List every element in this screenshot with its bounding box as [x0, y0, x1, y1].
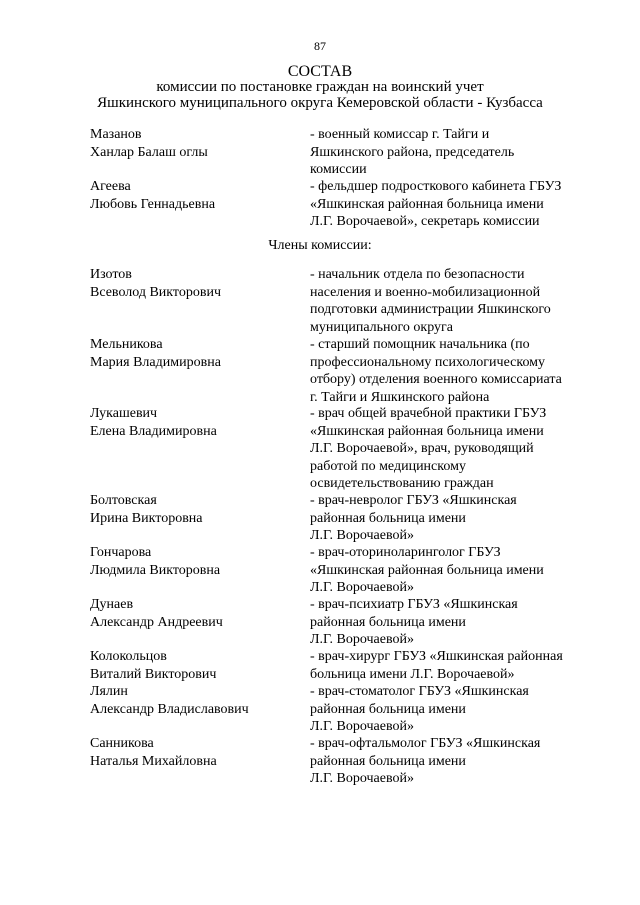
person-given-names: Елена Владимировна: [90, 423, 217, 439]
role-line: - врач-оториноларинголог ГБУЗ: [310, 545, 501, 560]
role-line: - врач-хирург ГБУЗ «Яшкинская районная: [310, 649, 563, 664]
person-role: [310, 405, 600, 493]
members-heading: Члены комиссии:: [268, 238, 372, 253]
role-line: работой по медицинскому: [310, 458, 466, 474]
person-role: [310, 492, 600, 545]
person-surname: Дунаев: [90, 597, 134, 612]
role-line: Л.Г. Ворочаевой», секретарь комиссии: [310, 214, 540, 229]
person-name: [90, 178, 310, 213]
person-surname: Колокольцов: [90, 649, 167, 664]
role-line: подготовки администрации Яшкинского: [310, 302, 551, 317]
role-line: Л.Г. Ворочаевой», врач, руководящий: [310, 441, 534, 456]
role-line: Л.Г. Ворочаевой»: [310, 580, 414, 595]
person-name: [90, 596, 310, 631]
document-subtitle-line-2: Яшкинского муниципального округа Кемеровской области - Кузбасса: [97, 95, 543, 111]
person-name: [90, 648, 310, 683]
person-given-names: Александр Андреевич: [90, 614, 223, 630]
person-role: [310, 648, 600, 683]
person-role: [310, 336, 600, 406]
role-line: освидетельствованию граждан: [310, 476, 494, 491]
person-given-names: Наталья Михайловна: [90, 753, 217, 769]
page-number: 87: [314, 39, 326, 53]
role-line: г. Тайги и Яшкинского района: [310, 389, 490, 405]
person-name: [90, 336, 310, 371]
person-role: [310, 544, 600, 597]
person-given-names: Ирина Викторовна: [90, 510, 203, 526]
role-line: - начальник отдела по безопасности: [310, 267, 525, 282]
document-subtitle-line-1: комиссии по постановке граждан на воинский учет: [156, 79, 484, 95]
role-line: муниципального округа: [310, 319, 453, 335]
role-line: «Яшкинская районная больница имени: [310, 196, 544, 212]
role-line: больница имени Л.Г. Ворочаевой»: [310, 666, 515, 682]
role-line: - врач-офтальмолог ГБУЗ «Яшкинская: [310, 736, 541, 751]
person-surname: Гончарова: [90, 545, 152, 560]
role-line: Яшкинского района, председатель: [310, 144, 515, 160]
person-surname: Изотов: [90, 267, 132, 282]
role-line: - врач-невролог ГБУЗ «Яшкинская: [310, 493, 517, 508]
person-surname: Лялин: [90, 684, 128, 699]
person-given-names: Всеволод Викторович: [90, 284, 221, 300]
person-name: [90, 544, 310, 579]
person-given-names: Любовь Геннадьевна: [90, 196, 216, 212]
role-line: отбору) отделения военного комиссариата: [310, 372, 562, 387]
role-line: Л.Г. Ворочаевой»: [310, 719, 414, 734]
person-role: [310, 126, 600, 179]
person-given-names: Виталий Викторович: [90, 666, 217, 682]
role-line: «Яшкинская районная больница имени: [310, 423, 544, 439]
person-role: [310, 596, 600, 649]
role-line: - врач общей врачебной практики ГБУЗ: [310, 406, 547, 421]
person-role: [310, 178, 600, 231]
person-name: [90, 266, 310, 301]
person-surname: Санникова: [90, 736, 154, 751]
person-given-names: Людмила Викторовна: [90, 562, 221, 578]
person-surname: Мазанов: [90, 127, 142, 142]
role-line: - старший помощник начальника (по: [310, 337, 530, 352]
role-line: - фельдшер подросткового кабинета ГБУЗ: [310, 179, 562, 194]
role-line: - военный комиссар г. Тайги и: [310, 127, 490, 142]
role-line: районная больница имени: [310, 614, 466, 630]
person-surname: Болтовская: [90, 493, 157, 508]
person-name: [90, 126, 310, 161]
role-line: населения и военно-мобилизационной: [310, 284, 541, 300]
role-line: комиссии: [310, 162, 367, 177]
role-line: профессиональному психологическому: [310, 354, 546, 370]
person-role: [310, 683, 600, 736]
person-role: [310, 735, 600, 788]
role-line: Л.Г. Ворочаевой»: [310, 771, 414, 786]
person-name: [90, 492, 310, 527]
person-role: [310, 266, 600, 336]
role-line: «Яшкинская районная больница имени: [310, 562, 544, 578]
person-given-names: Ханлар Балаш оглы: [90, 144, 208, 160]
role-line: Л.Г. Ворочаевой»: [310, 632, 414, 647]
person-surname: Лукашевич: [90, 406, 158, 421]
person-given-names: Мария Владимировна: [90, 354, 221, 370]
person-surname: Агеева: [90, 179, 131, 194]
role-line: - врач-стоматолог ГБУЗ «Яшкинская: [310, 684, 529, 699]
role-line: - врач-психиатр ГБУЗ «Яшкинская: [310, 597, 518, 612]
role-line: районная больница имени: [310, 753, 466, 769]
person-surname: Мельникова: [90, 337, 163, 352]
person-given-names: Александр Владиславович: [90, 701, 249, 717]
person-name: [90, 683, 310, 718]
document-title: СОСТАВ: [287, 63, 353, 80]
person-name: [90, 405, 310, 440]
role-line: районная больница имени: [310, 510, 466, 526]
person-name: [90, 735, 310, 770]
role-line: Л.Г. Ворочаевой»: [310, 528, 414, 543]
role-line: районная больница имени: [310, 701, 466, 717]
